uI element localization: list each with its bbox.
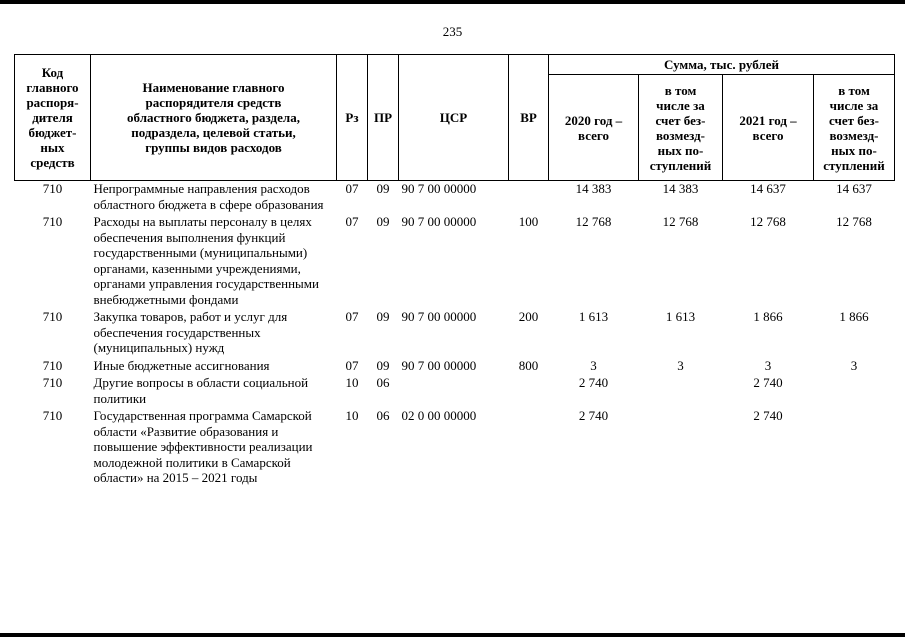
row-csr: 90 7 00 00000 <box>401 181 477 196</box>
row-name: Иные бюджетные ассигнования <box>93 357 270 373</box>
row-free-2020: 14 383 <box>662 181 699 196</box>
row-pr: 09 <box>376 357 390 373</box>
header-name: Наименование главного распорядителя средств областного бюджета, раздела, подраздела, целевой статьи, группы видов расходов <box>91 55 337 181</box>
row-vr: 100 <box>518 214 539 229</box>
row-free-2020: 1 613 <box>665 309 696 324</box>
row-name: Непрограммные направления расходов областного бюджета в сфере образования <box>93 181 324 212</box>
row-sum-2021: 3 <box>764 357 772 373</box>
header-2021-free: в том числе за счет без- возмезд- ных по- ступлений <box>814 75 895 181</box>
row-pr: 09 <box>376 214 390 229</box>
row-pr: 09 <box>376 181 390 196</box>
row-sum-2020: 3 <box>590 357 597 373</box>
top-rule <box>0 0 905 4</box>
header-pr: ПР <box>368 55 399 181</box>
header-rz: Рз <box>337 55 368 181</box>
table-header <box>15 55 895 181</box>
row-name: Другие вопросы в области социальной политики <box>93 375 309 406</box>
row-sum-2021: 2 740 <box>753 375 783 390</box>
row-sum-2021: 12 768 <box>750 214 786 229</box>
table-row <box>15 309 895 358</box>
table-row <box>15 181 895 215</box>
row-vr <box>509 408 549 488</box>
row-rz: 07 <box>345 181 359 196</box>
header-2020-free: в том числе за счет без- возмезд- ных по- ступлений <box>639 75 723 181</box>
row-free-2021 <box>814 408 895 488</box>
row-free-2021 <box>814 375 895 408</box>
row-pr: 09 <box>376 309 390 324</box>
row-free-2021: 14 637 <box>836 181 872 196</box>
row-code: 710 <box>42 408 63 423</box>
row-sum-2020: 14 383 <box>575 181 612 196</box>
header-2020-total: 2020 год – всего <box>549 75 639 181</box>
row-csr: 02 0 00 00000 <box>401 408 477 423</box>
row-name: Государственная программа Самарской области «Развитие образования и повышение эффективности реализации молодежной политики в Самарской области» на 2015 – 2021 годы <box>93 408 313 485</box>
row-csr: 90 7 00 00000 <box>401 309 477 324</box>
row-code: 710 <box>42 309 63 324</box>
table-row <box>15 214 895 309</box>
row-rz: 07 <box>345 214 359 229</box>
row-free-2021: 1 866 <box>839 309 869 324</box>
row-free-2021: 12 768 <box>836 214 872 229</box>
row-code: 710 <box>42 375 63 390</box>
row-free-2020: 12 768 <box>662 214 699 229</box>
row-free-2020 <box>639 408 723 488</box>
budget-table <box>14 54 895 488</box>
row-name: Закупка товаров, работ и услуг для обеспечения государственных (муниципальных) нужд <box>93 309 288 355</box>
row-code: 710 <box>42 357 63 373</box>
row-code: 710 <box>42 181 63 196</box>
row-free-2020 <box>639 375 723 408</box>
row-code: 710 <box>42 214 63 229</box>
header-code: Код главного распоря- дителя бюджет- ных средств <box>15 55 91 181</box>
row-pr: 06 <box>376 408 390 423</box>
header-csr: ЦСР <box>399 55 509 181</box>
row-csr: 90 7 00 00000 <box>401 214 477 229</box>
row-free-2020: 3 <box>677 357 684 373</box>
row-name: Расходы на выплаты персоналу в целях обеспечения выполнения функций государственными (муниципальными) органами, казенными учреждениями, органами управления государственными внебюджетными фондами <box>93 214 319 307</box>
row-rz: 07 <box>345 309 359 324</box>
row-vr: 800 <box>518 357 539 373</box>
row-vr <box>509 375 549 408</box>
row-sum-2020: 2 740 <box>578 408 609 423</box>
row-pr: 06 <box>376 375 390 390</box>
row-free-2021: 3 <box>850 357 858 373</box>
row-sum-2020: 2 740 <box>578 375 609 390</box>
header-2021-total: 2021 год – всего <box>723 75 814 181</box>
table-row <box>15 375 895 408</box>
header-sum: Сумма, тыс. рублей <box>549 55 895 75</box>
row-rz: 07 <box>345 357 359 373</box>
page-number: 235 <box>442 24 463 39</box>
row-sum-2021: 1 866 <box>753 309 783 324</box>
row-vr <box>509 181 549 215</box>
row-sum-2020: 1 613 <box>578 309 609 324</box>
row-sum-2020: 12 768 <box>575 214 612 229</box>
table-row <box>15 408 895 488</box>
header-vr: ВР <box>509 55 549 181</box>
table-body <box>15 181 895 488</box>
row-csr: 90 7 00 00000 <box>401 357 477 373</box>
row-sum-2021: 2 740 <box>753 408 783 423</box>
row-rz: 10 <box>345 375 359 390</box>
table-row <box>15 358 895 376</box>
row-sum-2021: 14 637 <box>750 181 786 196</box>
row-csr <box>399 375 509 408</box>
bottom-rule <box>0 633 905 637</box>
row-vr: 200 <box>518 309 539 324</box>
row-rz: 10 <box>345 408 359 423</box>
